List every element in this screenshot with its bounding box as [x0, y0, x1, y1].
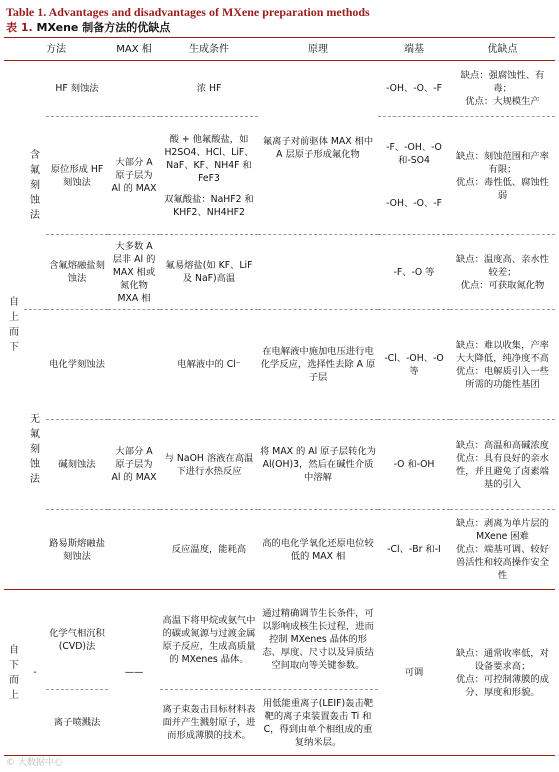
group-top-down	[4, 61, 24, 590]
termination-alkali: -O 和-OH	[378, 420, 450, 510]
subgroup-fluorine	[24, 61, 46, 310]
principle-ion-sputter: 用低能重离子(LEIF)轰击靶靶的离子束装置轰击 Ti 和 C，得到由单个相组成的重复纳米层。	[258, 690, 378, 756]
header-principle: 原理	[258, 38, 378, 61]
termination-insitu-acid: -F、-OH、-O 和-SO4	[386, 142, 442, 166]
header-max: MAX 相	[108, 38, 160, 61]
proscons-electrochemical: 缺点：难以收集，产率大大降低，纯净度不高 优点：电解质引入一些所需的功能性基团	[450, 310, 555, 420]
termination-insitu-hf	[378, 117, 450, 235]
termination-hf: -OH、-O、-F	[378, 61, 450, 117]
condition-insitu-hf	[160, 117, 258, 235]
termination-lewis-molten: -Cl、-Br 和-I	[378, 510, 450, 590]
proscons-hf: 缺点：强腐蚀性、有毒； 优点：大规模生产	[450, 61, 555, 117]
method-alkali: 碱刻蚀法	[46, 420, 108, 510]
condition-ion-sputter: 离子束轰击目标材料表面并产生溅射原子，进而形成薄膜的技术。	[160, 690, 258, 756]
condition-lewis-molten: 反应温度，能耗高	[160, 510, 258, 590]
method-cvd: 化学气相沉积(CVD)法	[46, 590, 108, 690]
principle-molten-fluoride	[258, 235, 378, 310]
principle-cvd: 通过精确调节生长条件，可以影响成核生长过程，进而控制 MXenes 晶体的形态、厚度、尺寸以及异质结空间取向等关键参数。	[258, 590, 378, 690]
max-insitu-hf: 大部分 A 原子层为 Al 的 MAX	[108, 117, 160, 235]
subgroup-fluorine-label: 含氟刻蚀法	[30, 149, 40, 221]
group-bottom-up	[4, 590, 24, 756]
principle-lewis-molten: 高的电化学氧化还原电位较低的 MAX 相	[258, 510, 378, 590]
condition-insitu-acid: 酸 + 他氟酸盐，如 H2SO4、HCl、LiF、NaF、KF、NH4F 和 FeF3	[164, 133, 254, 184]
header-method: 方法	[4, 38, 108, 61]
condition-hf: 浓 HF	[160, 61, 258, 117]
subgroup-dash: -	[24, 590, 46, 756]
table-title-cn-text: MXene 制备方法的优缺点	[32, 21, 171, 34]
proscons-insitu-hf: 缺点：刻蚀范围和产率有限； 优点：毒性低、腐蚀性弱	[450, 117, 555, 235]
proscons-bottom-up: 缺点：通常收率低，对设备要求高； 优点：可控制薄膜的成分、厚度和形貌。	[450, 590, 555, 756]
header-condition: 生成条件	[160, 38, 258, 61]
termination-molten-fluoride: -F、-O 等	[378, 235, 450, 310]
mxene-methods-table	[4, 37, 555, 756]
max-alkali: 大部分 A 原子层为 Al 的 MAX	[108, 420, 160, 510]
header-termination: 端基	[378, 38, 450, 61]
proscons-lewis-molten: 缺点：剥离为单片层的 MXene 困难 优点：端基可调、较好兽活性和较高操作安全性	[450, 510, 555, 590]
max-hf	[108, 61, 160, 117]
method-hf: HF 刻蚀法	[46, 61, 108, 117]
max-electrochemical	[108, 310, 160, 420]
method-insitu-hf: 原位形成 HF 刻蚀法	[46, 117, 108, 235]
max-bottom-up: ——	[108, 590, 160, 756]
table-title-cn	[6, 19, 170, 35]
table-title-en: Table 1. Advantages and disadvantages of MXene preparation methods	[6, 5, 370, 19]
subgroup-fluorine-free	[24, 310, 46, 590]
max-lewis-molten	[108, 510, 160, 590]
method-molten-fluoride: 含氟熔融盐刻蚀法	[46, 235, 108, 310]
method-ion-sputter: 离子喷溅法	[46, 690, 108, 756]
header-pros-cons: 优缺点	[450, 38, 555, 61]
proscons-alkali: 缺点：高温和高碱浓度 优点：具有良好的亲水性，并且避免了卤素端基的引入	[450, 420, 555, 510]
condition-molten-fluoride: 氟易熔盐(如 KF、LiF 及 NaF)高温	[160, 235, 258, 310]
watermark: © 大数据中心	[6, 758, 63, 768]
subgroup-fluorine-free-label: 无氟刻蚀法	[30, 414, 40, 485]
method-lewis-molten: 路易斯熔融盐刻蚀法	[46, 510, 108, 590]
principle-alkali: 将 MAX 的 Al 原子层转化为 Al(OH)3，然后在碱性介质中溶解	[258, 420, 378, 510]
proscons-molten-fluoride: 缺点：温度高、亲水性较差； 优点：可获取氮化物	[450, 235, 555, 310]
principle-fluoride: 氟离子对前驱体 MAX 相中 A 层原子形成氟化物	[258, 61, 378, 235]
condition-electrochemical: 电解液中的 Cl⁻	[160, 310, 258, 420]
condition-alkali: 与 NaOH 溶液在高温下进行水热反应	[160, 420, 258, 510]
group-top-down-label: 自上而下	[9, 297, 19, 353]
max-molten-fluoride: 大多数 A 层非 Al 的 MAX 相或氮化物 MXA 相	[108, 235, 160, 310]
group-bottom-up-label: 自下而上	[9, 644, 19, 701]
principle-electrochemical: 在电解液中施加电压进行电化学反应，选择性去除 A 原子层	[258, 310, 378, 420]
termination-electrochemical: -Cl、-OH、-O 等	[378, 310, 450, 420]
table-title-cn-label: 表 1.	[6, 21, 33, 34]
termination-bottom-up: 可调	[378, 590, 450, 756]
condition-insitu-bifluoride: 双氟酸盐：NaHF2 和 KHF2、NH4HF2	[164, 193, 254, 218]
termination-insitu-bifluoride: -OH、-O、-F	[386, 198, 442, 209]
condition-cvd: 高温下将甲烷或氨气中的碳或氮源与过渡金属原子反应，生成高质量的 MXenes 晶体。	[160, 590, 258, 690]
method-electrochemical: 电化学刻蚀法	[46, 310, 108, 420]
